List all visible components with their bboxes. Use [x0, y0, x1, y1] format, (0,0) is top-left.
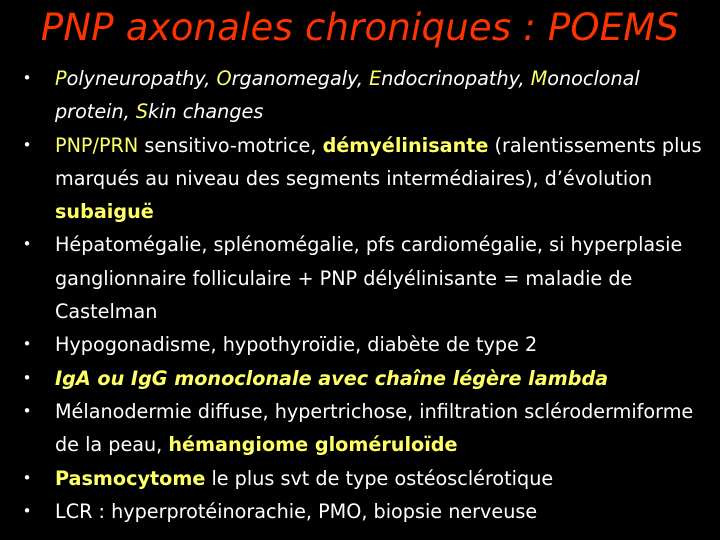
highlight-text: PNP/PRN — [55, 133, 139, 157]
list-item-skin — [0, 395, 720, 462]
item-text: sensitivo-motrice, — [138, 133, 323, 157]
bullet-icon: • — [22, 368, 32, 387]
item-text: Hépatomégalie, splénomégalie, pfs cardiomégalie, si hyperplasie ganglionnaire folliculaire + PNP délyélinisante = maladie de Castelman — [55, 233, 683, 324]
highlight-text: IgA ou IgG monoclonale avec chaîne légère lambda — [55, 366, 609, 390]
item-text: rganomegaly, — [231, 67, 370, 90]
item-text: kin changes — [148, 100, 264, 124]
bullet-icon: • — [22, 235, 32, 254]
item-text: Mélanodermie diffuse, hypertrichose, infiltration sclérodermiforme de la peau, — [55, 399, 694, 457]
list-item-castelman — [0, 228, 720, 328]
bullet-icon: • — [22, 401, 32, 420]
bullet-icon: • — [22, 501, 32, 520]
highlight-text: subaiguë — [55, 200, 154, 224]
item-text: le plus svt de type ostéosclérotique — [205, 466, 554, 490]
item-text: Hypogonadisme, hypothyroïdie, diabète de type 2 — [55, 333, 538, 357]
acronym-letter-o: O — [216, 67, 232, 90]
bullet-list — [0, 62, 720, 528]
bullet-icon: • — [22, 69, 32, 87]
acronym-letter-p: P — [55, 67, 67, 90]
item-text: ndocrinopathy, — [381, 67, 531, 90]
list-item-endocrine — [0, 328, 720, 361]
bullet-icon: • — [22, 135, 32, 154]
bullet-icon: • — [22, 468, 32, 487]
list-item-lcr — [0, 495, 720, 528]
highlight-text: Pasmocytome — [55, 466, 206, 490]
list-item-poems — [0, 62, 720, 129]
bullet-icon: • — [22, 335, 32, 354]
item-text: LCR : hyperprotéinorachie, PMO, biopsie nerveuse — [55, 499, 538, 523]
item-text: olyneuropathy, — [66, 67, 217, 90]
acronym-letter-e: E — [369, 67, 382, 90]
item-text: onoclonal protein, — [55, 67, 640, 124]
list-item-pnp-prn — [0, 129, 720, 229]
highlight-text: hémangiome gloméruloïde — [168, 433, 458, 457]
highlight-text: démyélinisante — [322, 133, 489, 157]
item-text: (ralentissements plus marqués au niveau des segments intermédiaires), d’évolution — [55, 133, 702, 190]
list-item-monoclonal — [0, 362, 720, 395]
slide-title: PNP axonales chroniques : POEMS — [40, 6, 680, 49]
acronym-letter-m: M — [530, 67, 548, 90]
acronym-letter-s: S — [135, 100, 149, 124]
list-item-plasmocytome — [0, 462, 720, 495]
